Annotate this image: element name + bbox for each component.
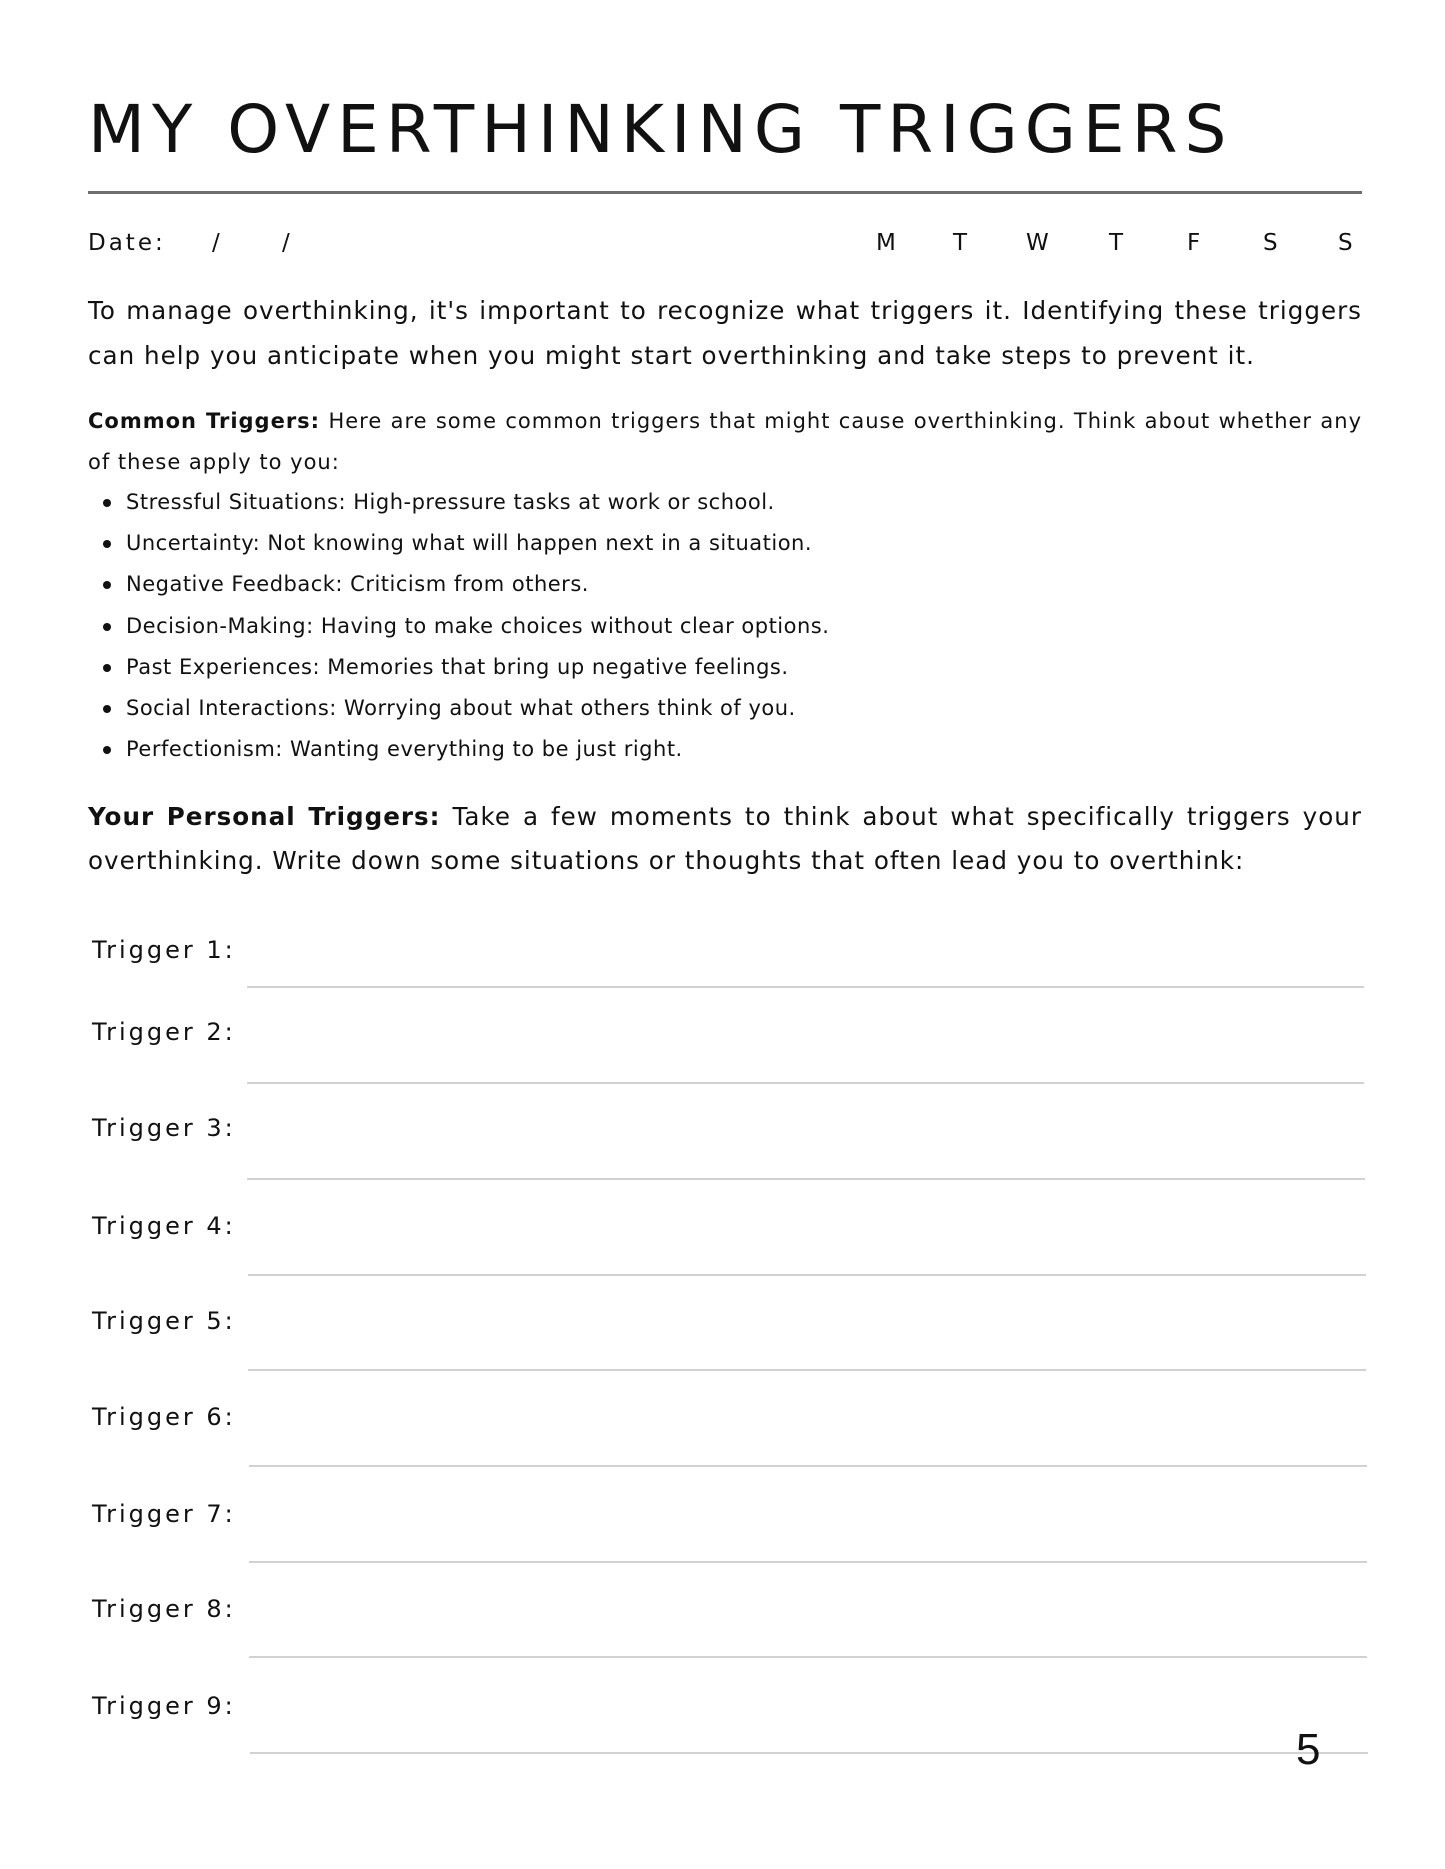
bullet-icon — [103, 499, 111, 507]
list-item — [88, 647, 1362, 688]
common-triggers-text: Here are some common triggers that might cause overthinking. Think about whether any of these apply to you: — [88, 409, 1363, 474]
weekday-saturday[interactable]: S — [1263, 230, 1278, 256]
personal-triggers-heading: Your Personal Triggers: — [88, 802, 441, 831]
list-item — [88, 564, 1362, 605]
common-triggers-heading: Common Triggers: — [88, 409, 321, 433]
list-item-text: Past Experiences: Memories that bring up negative feelings. — [126, 654, 789, 679]
weekday-friday[interactable]: F — [1187, 230, 1201, 256]
trigger-label: Trigger 3: — [92, 1114, 236, 1142]
bullet-icon — [103, 540, 111, 548]
trigger-label: Trigger 9: — [92, 1692, 236, 1720]
trigger-label: Trigger 8: — [92, 1595, 236, 1623]
page-title: MY OVERTHINKING TRIGGERS — [88, 91, 1234, 168]
trigger-write-line[interactable] — [249, 1465, 1367, 1467]
date-row — [88, 230, 1362, 262]
trigger-label: Trigger 5: — [92, 1307, 236, 1335]
list-item-text: Perfectionism: Wanting everything to be just right. — [126, 737, 683, 762]
trigger-write-line[interactable] — [248, 1274, 1366, 1276]
list-item-text: Decision-Making: Having to make choices without clear options. — [126, 613, 830, 638]
weekday-selector — [876, 230, 1366, 262]
common-triggers-list — [88, 482, 1362, 770]
personal-triggers-paragraph — [88, 795, 1362, 883]
trigger-write-line[interactable] — [247, 1178, 1365, 1180]
date-separator: / — [282, 230, 293, 256]
list-item-text: Negative Feedback: Criticism from others. — [126, 572, 589, 597]
weekday-monday[interactable]: M — [876, 230, 896, 256]
common-triggers-paragraph — [88, 401, 1362, 483]
trigger-write-line[interactable] — [250, 1752, 1368, 1754]
trigger-label: Trigger 6: — [92, 1403, 236, 1431]
bullet-icon — [103, 664, 111, 672]
list-item-text: Social Interactions: Worrying about what others think of you. — [126, 695, 796, 720]
trigger-label: Trigger 2: — [92, 1018, 236, 1046]
bullet-icon — [103, 623, 111, 631]
list-item — [88, 482, 1362, 523]
page-number: 5 — [1296, 1725, 1321, 1774]
title-divider — [88, 191, 1362, 194]
bullet-icon — [103, 581, 111, 589]
trigger-write-line[interactable] — [247, 1082, 1364, 1084]
trigger-label: Trigger 7: — [92, 1500, 236, 1528]
trigger-write-line[interactable] — [249, 1561, 1367, 1563]
weekday-wednesday[interactable]: W — [1026, 230, 1049, 256]
list-item — [88, 523, 1362, 564]
list-item — [88, 606, 1362, 647]
list-item-text: Stressful Situations: High-pressure tasks at work or school. — [126, 490, 775, 514]
weekday-sunday[interactable]: S — [1338, 230, 1353, 256]
weekday-thursday[interactable]: T — [1109, 230, 1124, 256]
date-label: Date: — [88, 230, 166, 256]
date-separator: / — [212, 230, 223, 256]
trigger-write-line[interactable] — [249, 1656, 1367, 1658]
personal-triggers-text: Take a few moments to think about what specifically triggers your overthinking. Write down some situations or thoughts that often lead you to overthink: — [88, 802, 1362, 875]
trigger-label: Trigger 1: — [92, 936, 236, 964]
trigger-write-line[interactable] — [247, 986, 1364, 988]
intro-paragraph: To manage overthinking, it's important to recognize what triggers it. Identifying these triggers can help you anticipate when you might start overthinking and take steps to prevent it. — [88, 296, 1362, 370]
list-item — [88, 688, 1362, 729]
bullet-icon — [103, 746, 111, 754]
list-item — [88, 729, 1362, 770]
weekday-tuesday[interactable]: T — [953, 230, 968, 256]
trigger-write-line[interactable] — [248, 1369, 1366, 1371]
trigger-label: Trigger 4: — [92, 1212, 236, 1240]
bullet-icon — [103, 705, 111, 713]
list-item-text: Uncertainty: Not knowing what will happen next in a situation. — [126, 531, 813, 556]
